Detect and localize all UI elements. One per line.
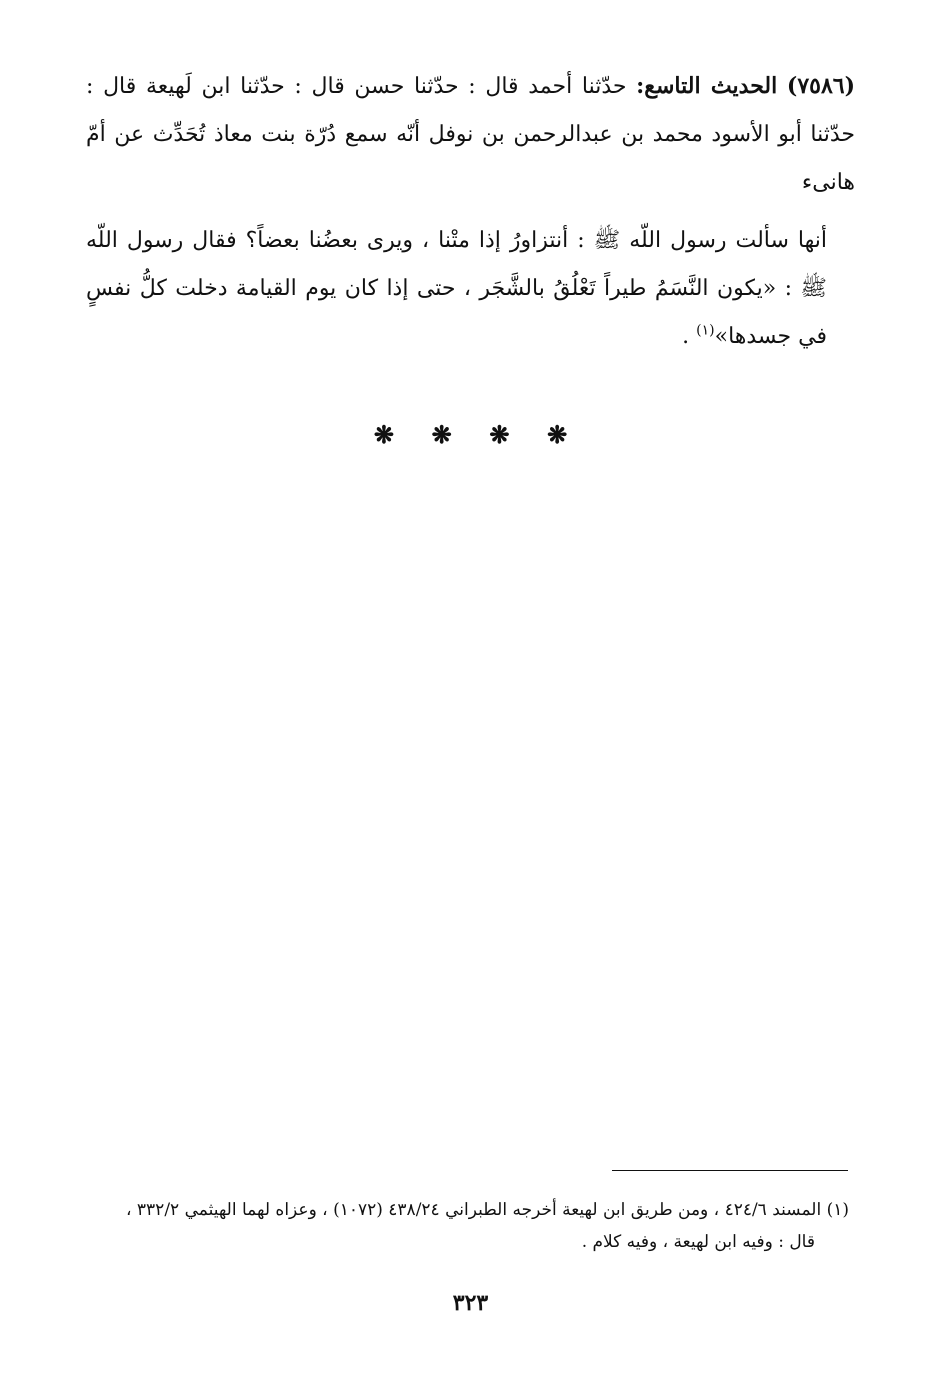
footnote-line-2: قال : وفيه ابن لهيعة ، وفيه كلام . xyxy=(581,1232,815,1252)
footnotes xyxy=(70,1194,849,1258)
hadith-chain-paragraph xyxy=(86,62,855,207)
page-number: ٣٢٣ xyxy=(452,1290,489,1316)
section-separator xyxy=(0,420,941,449)
hadith-text: أنها سألت رسول اللّه ﷺ : أنتزاورُ إذا متْنا ، ويرى بعضُنا بعضاً؟ فقال رسول اللّه ﷺ : «يكون النَّسَمُ طيراً تَعْلُقُ بالشَّجَر ، حتى إذا كان يوم القيامة دخلت كلُّ نفسٍ في جسدها» xyxy=(86,228,827,349)
hadith-number: (٧٥٨٦) xyxy=(786,73,855,99)
hadith-chain: حدّثنا أحمد قال : حدّثنا حسن قال : حدّثنا ابن لَهيعة قال : حدّثنا أبو الأسود محمد بن عبدالرحمن بن نوفل أنّه سمع دُرّة بنت معاذ تُحَدِّث عن أمّ هانىء xyxy=(86,74,855,195)
footnote-ref: (١) xyxy=(696,322,715,339)
separator-star-icon: ❋ xyxy=(373,420,394,449)
hadith-heading: الحديث التاسع: xyxy=(636,73,778,99)
hadith-text-paragraph xyxy=(86,217,855,361)
main-text xyxy=(86,62,855,361)
separator-star-icon: ❋ xyxy=(431,420,452,449)
separator-star-icon: ❋ xyxy=(489,420,510,449)
end-punctuation: . xyxy=(682,324,697,349)
separator-star-icon: ❋ xyxy=(547,420,568,449)
footnote-line-1: (١) المسند ٤٢٤/٦ ، ومن طريق ابن لهيعة أخرجه الطبراني ٤٣٨/٢٤ (١٠٧٢) ، وعزاه لهما الهيثمي ٣٣٢/٢ ، xyxy=(126,1200,849,1220)
footnote-divider xyxy=(612,1170,848,1171)
